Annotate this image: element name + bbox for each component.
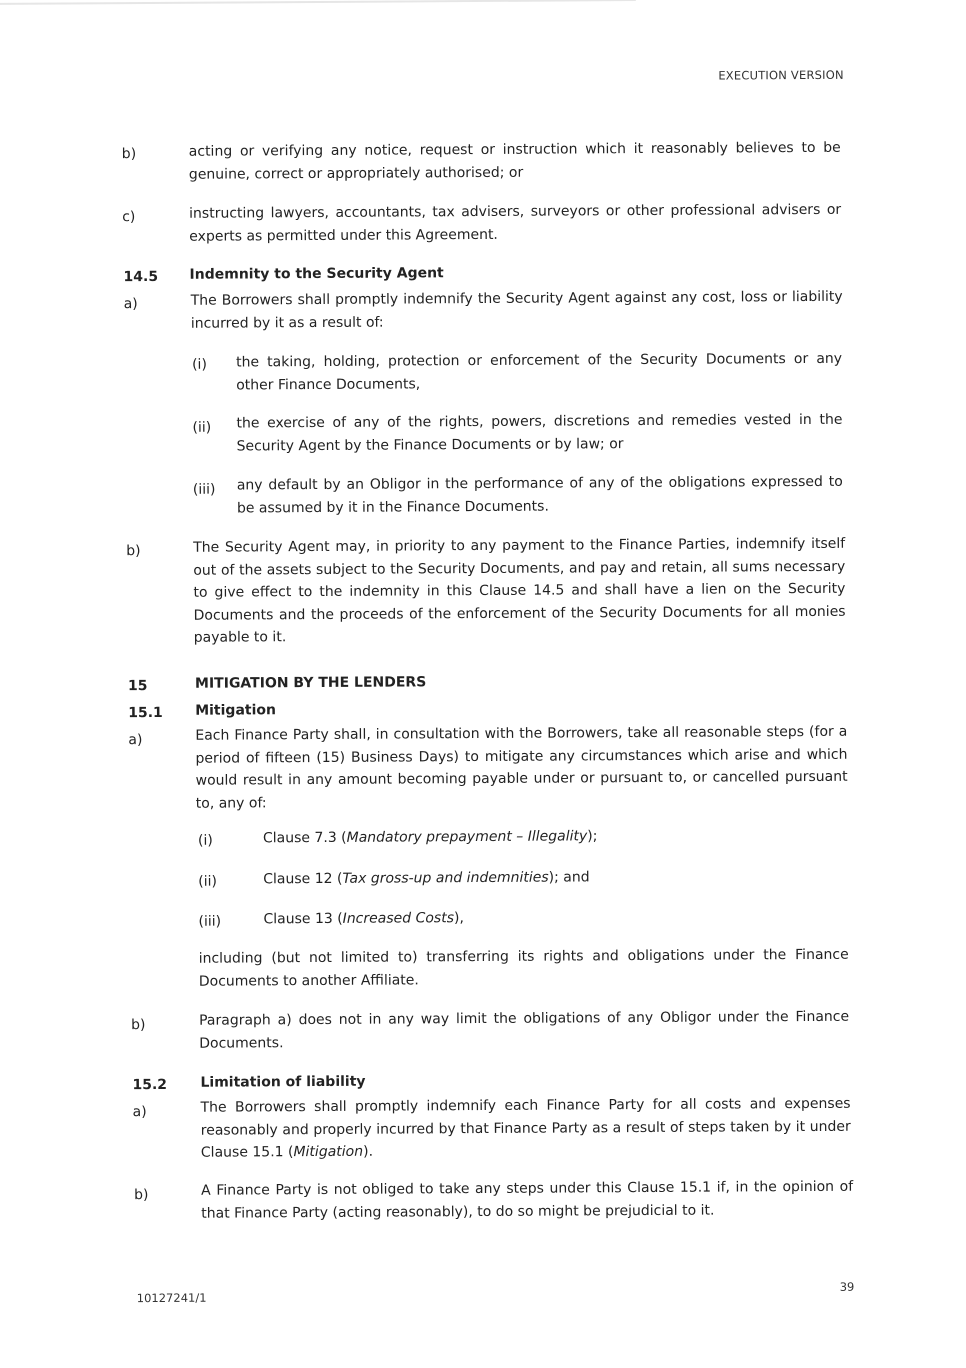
item-label: c) <box>122 209 136 226</box>
execution-version-header: EXECUTION VERSION <box>718 67 844 83</box>
subitem-label: (iii) <box>198 913 222 930</box>
subitem-label: (i) <box>192 356 207 373</box>
subitem-text: Clause 12 (Tax gross-up and indemnities); and <box>263 869 590 888</box>
item-label: b) <box>131 1017 146 1034</box>
clause-number: 15.1 <box>128 704 163 722</box>
subitem-label: (ii) <box>192 419 212 436</box>
subitem-label: (ii) <box>198 873 217 890</box>
paragraph-text: Paragraph a) does not in any way limit the obligations of any Obligor under the Finance Documents. <box>199 1008 850 1052</box>
paragraph-text: The Borrowers shall promptly indemnify each Finance Party for all costs and expenses reasonably and properly incurred by that Finance Party as a result of steps taken by it under Clause 15.1 (Mitigation). <box>200 1095 851 1161</box>
scan-artifact <box>0 0 636 5</box>
subitem-text: Clause 7.3 (Mandatory prepayment – Illegality); <box>262 828 598 847</box>
clause-number: 15.2 <box>132 1076 168 1094</box>
paragraph-text: The Borrowers shall promptly indemnify the Security Agent against any cost, loss or liability incurred by it as a result of: <box>190 288 843 332</box>
clause-title: MITIGATION BY THE LENDERS <box>194 674 427 692</box>
subitem-text: any default by an Obligor in the performance of any of the obligations expressed to be assumed by it in the Finance Documents. <box>236 473 843 516</box>
closing-text: including (but not limited to) transferring its rights and obligations under the Finance Documents to another Affiliate. <box>198 946 849 990</box>
subitem-label: (iii) <box>192 481 216 498</box>
paragraph-text: Each Finance Party shall, in consultation with the Borrowers, take all reasonable steps (for a period of fifteen (15) Business Days) to mitigate any circumstances which arise and which would result in any amount becoming payable under or pursuant to, or cancelled pursuant to, any of: <box>195 723 848 812</box>
item-label: a) <box>123 296 138 313</box>
clause-title: Limitation of liability <box>200 1073 366 1091</box>
subitem-text: the exercise of any of the rights, powers, discretions and remedies vested in the Security Agent by the Finance Documents or by law; or <box>236 411 843 454</box>
paragraph-text: A Finance Party is not obliged to take any steps under this Clause 15.1 if, in the opinion of that Finance Party (acting reasonably), to do so might be prejudicial to it. <box>201 1178 854 1222</box>
item-label: a) <box>132 1104 147 1121</box>
clause-title: Mitigation <box>195 702 277 719</box>
clause-number: 15 <box>127 678 148 695</box>
paragraph-text: instructing lawyers, accountants, tax advisers, surveyors or other professional advisers or experts as permitted under this Agreement. <box>189 201 842 245</box>
document-reference: 10127241/1 <box>136 1290 207 1306</box>
item-label: b) <box>126 543 141 560</box>
subitem-text: Clause 13 (Increased Costs), <box>263 910 464 928</box>
subitem-text: the taking, holding, protection or enforcement of the Security Documents or any other Finance Documents, <box>236 350 843 393</box>
page-number: 39 <box>839 1279 855 1294</box>
paragraph-text: The Security Agent may, in priority to any payment to the Finance Parties, indemnify itself out of the assets subject to the Security Documents, and pay and retain, all sums necessary to give effect to the indemnity in this Clause 14.5 and shall have a lien on the Security Documents and the proceeds of the enforcement of the Security Documents for all monies payable to it. <box>193 535 846 646</box>
item-label: a) <box>128 732 143 749</box>
clause-number: 14.5 <box>123 268 159 286</box>
clause-title: Indemnity to the Security Agent <box>189 265 444 283</box>
paragraph-text: acting or verifying any notice, request or instruction which it reasonably believes to be genuine, correct or appropriately authorised; or <box>188 139 841 183</box>
item-label: b) <box>121 146 137 163</box>
subitem-label: (i) <box>197 832 213 849</box>
item-label: b) <box>134 1187 149 1204</box>
